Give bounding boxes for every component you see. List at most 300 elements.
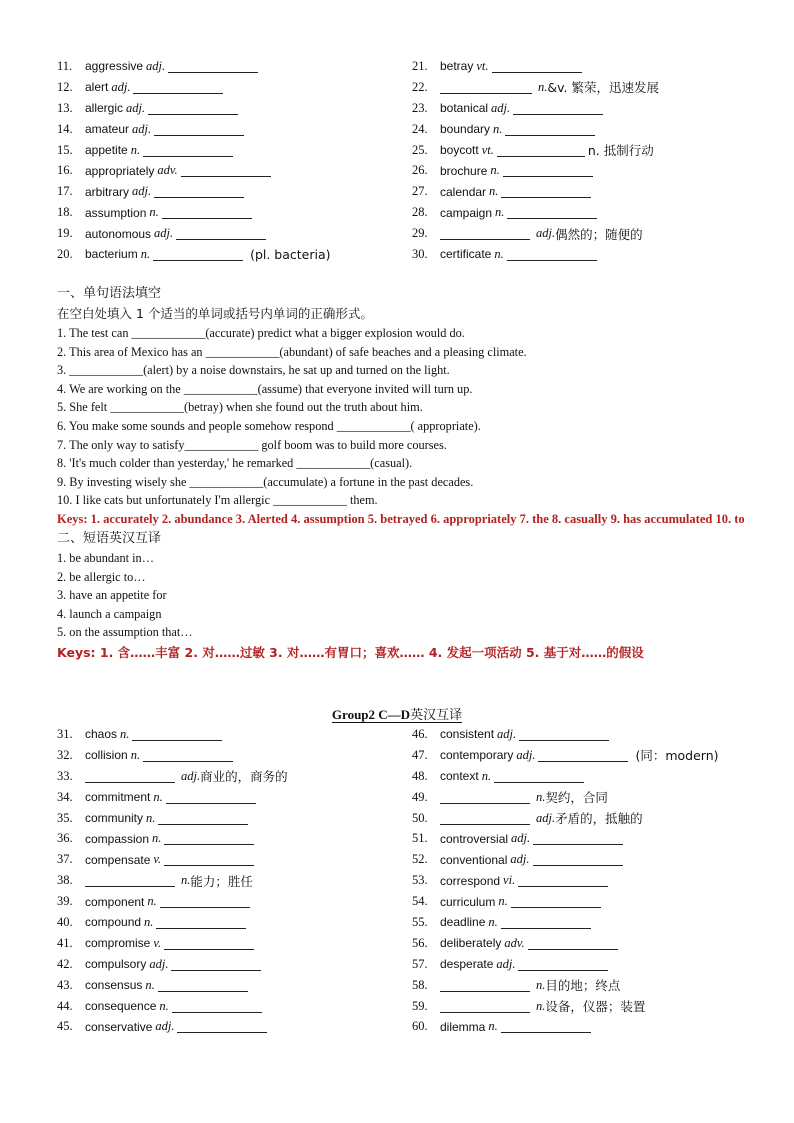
group-heading (0, 704, 794, 723)
vocab-item (412, 873, 767, 888)
answer-blank[interactable] (172, 1000, 262, 1013)
answer-blank[interactable] (440, 227, 530, 240)
vocab-row (57, 202, 777, 223)
answer-keys: Keys: 1. 含……丰富 2. 对……过敏 3. 对……有胃口；喜欢…… 4. 发起一项活动 5. 基于对……的假设 (57, 644, 644, 660)
part-of-speech: adv. (504, 935, 525, 950)
vocab-row (57, 933, 777, 954)
answer-blank[interactable] (158, 812, 248, 825)
vocab-list-top (57, 56, 777, 265)
part-of-speech: n. (145, 977, 155, 992)
vocab-item (412, 205, 767, 220)
part-of-speech: n. (149, 205, 159, 220)
vocab-row (57, 140, 777, 161)
answer-blank[interactable] (154, 123, 244, 136)
vocab-word: commitment (85, 790, 151, 805)
item-number: 37. (57, 852, 73, 867)
item-number: 13. (57, 100, 73, 115)
vocab-word: consensus (85, 978, 143, 993)
phrase-item: 5. on the assumption that… (57, 625, 193, 640)
vocab-word: calendar (440, 184, 487, 199)
phrase-item: 3. have an appetite for (57, 588, 167, 603)
vocab-item (57, 978, 412, 993)
item-number: 46. (412, 726, 428, 741)
part-of-speech: vi. (503, 873, 516, 888)
part-of-speech: adj. (511, 831, 531, 846)
vocab-row (57, 954, 777, 975)
grammar-sentence: 4. We are working on the ____________(assume) that everyone invited will turn up. (57, 381, 473, 396)
part-of-speech: adj. (181, 768, 201, 783)
answer-blank[interactable] (507, 206, 597, 219)
phrase-item: 1. be abundant in… (57, 550, 154, 565)
note: (同：modern) (635, 748, 719, 764)
vocab-row (57, 745, 777, 766)
note: (pl. bacteria) (250, 246, 331, 262)
vocab-word: conservative (85, 1019, 153, 1034)
part-of-speech: adj. (154, 226, 174, 241)
item-number: 26. (412, 163, 428, 178)
part-of-speech: n. (481, 768, 492, 783)
answer-blank[interactable] (160, 895, 250, 908)
vocab-item (57, 872, 412, 890)
vocab-word: alert (85, 80, 109, 95)
chinese-meaning: 商业的，商务的 (200, 769, 288, 785)
section-instruction: 在空白处填入 1 个适当的单词或括号内单词的正确形式。 (57, 306, 373, 321)
answer-blank[interactable] (518, 874, 608, 887)
item-number: 53. (412, 873, 428, 888)
vocab-item (412, 1019, 767, 1034)
answer-blank[interactable] (148, 102, 238, 115)
vocab-row (57, 849, 777, 870)
answer-blank[interactable] (143, 749, 233, 762)
grammar-section (57, 284, 757, 664)
answer-blank[interactable] (519, 728, 609, 741)
item-number: 30. (412, 246, 428, 261)
vocab-list-bottom (57, 724, 777, 1037)
answer-blank[interactable] (533, 853, 623, 866)
section-title: 一、单句语法填空 (57, 286, 162, 301)
vocab-row (57, 766, 777, 787)
item-number: 60. (412, 1019, 428, 1034)
item-number: 41. (57, 935, 73, 950)
vocab-word: context (440, 769, 479, 784)
item-number: 18. (57, 205, 73, 220)
grammar-sentence: 8. 'It's much colder than yesterday,' he remarked ____________(casual). (57, 456, 413, 471)
vocab-word: dilemma (440, 1019, 486, 1034)
part-of-speech: n. (538, 79, 548, 94)
answer-blank[interactable] (440, 812, 530, 825)
chinese-meaning: 设备，仪器；装置 (545, 999, 646, 1015)
part-of-speech: adj. (155, 1019, 175, 1034)
item-number: 54. (412, 894, 428, 909)
part-of-speech: adj. (149, 956, 169, 971)
part-of-speech: n. (494, 246, 504, 261)
part-of-speech: adj. (536, 226, 556, 241)
answer-blank[interactable] (156, 916, 246, 929)
item-number: 44. (57, 998, 73, 1013)
item-number: 27. (412, 184, 428, 199)
vocab-word: controversial (440, 831, 509, 846)
vocab-item (57, 226, 412, 241)
answer-blank[interactable] (501, 185, 591, 198)
vocab-word: amateur (85, 122, 130, 137)
vocab-item (57, 80, 412, 95)
part-of-speech: adj. (496, 956, 516, 971)
vocab-word: compound (85, 915, 142, 930)
part-of-speech: n. (488, 914, 498, 929)
sentence-list (57, 324, 757, 510)
part-of-speech: v. (153, 935, 162, 950)
vocab-row (57, 98, 777, 119)
phrase-item: 4. launch a campaign (57, 606, 162, 621)
item-number: 23. (412, 100, 428, 115)
vocab-word: assumption (85, 205, 147, 220)
item-number: 24. (412, 121, 428, 136)
vocab-word: campaign (440, 205, 493, 220)
item-number: 39. (57, 894, 73, 909)
vocab-item (57, 1019, 412, 1034)
vocab-row (57, 891, 777, 912)
vocab-word: compromise (85, 936, 151, 951)
vocab-item (57, 767, 412, 785)
vocab-row (57, 870, 777, 891)
vocab-item (412, 78, 767, 96)
vocab-item (412, 831, 767, 846)
part-of-speech: n. (146, 810, 156, 825)
item-number: 59. (412, 998, 428, 1013)
answer-blank[interactable] (501, 916, 591, 929)
vocab-word: compulsory (85, 957, 147, 972)
vocab-word: component (85, 894, 145, 909)
part-of-speech: n. (153, 789, 163, 804)
answer-blank[interactable] (497, 144, 585, 157)
vocab-item (57, 811, 412, 826)
vocab-item (57, 205, 412, 220)
part-of-speech: adj. (516, 747, 536, 762)
vocab-row (57, 828, 777, 849)
answer-blank[interactable] (528, 937, 618, 950)
answer-blank[interactable] (518, 958, 608, 971)
vocab-word: consistent (440, 727, 495, 742)
vocab-word: desperate (440, 957, 494, 972)
answer-blank[interactable] (492, 60, 582, 73)
vocab-row (57, 787, 777, 808)
chinese-meaning: n. 抵制行动 (587, 143, 654, 158)
grammar-sentence: 2. This area of Mexico has an ____________(abundant) of safe beaches and a pleasing climate. (57, 344, 527, 359)
grammar-sentence: 3. ____________(alert) by a noise downstairs, he sat up and turned on the light. (57, 363, 450, 378)
vocab-word: community (85, 811, 144, 825)
answer-blank[interactable] (513, 102, 603, 115)
answer-blank[interactable] (168, 60, 258, 73)
vocab-item (57, 999, 412, 1014)
grammar-sentence: 10. I like cats but unfortunately I'm allergic ____________ them. (57, 493, 378, 508)
item-number: 14. (57, 121, 73, 136)
vocab-row (57, 56, 777, 77)
item-number: 43. (57, 977, 73, 992)
vocab-word: deliberately (440, 936, 502, 951)
answer-blank[interactable] (507, 248, 597, 261)
grammar-sentence: 9. By investing wisely she ____________(accumulate) a fortune in the past decades. (57, 474, 474, 489)
vocab-item (57, 727, 412, 742)
part-of-speech: n. (536, 998, 546, 1013)
vocab-item (412, 788, 767, 806)
vocab-item (57, 163, 412, 178)
vocab-word: contemporary (440, 748, 514, 763)
item-number: 34. (57, 789, 73, 804)
vocab-word: correspond (440, 873, 501, 888)
answer-blank[interactable] (166, 791, 256, 804)
grammar-sentence: 1. The test can ____________(accurate) predict what a bigger explosion would do. (57, 326, 465, 340)
item-number: 52. (412, 852, 428, 867)
group-label: Group2 C—D (331, 707, 411, 722)
vocab-item (412, 769, 767, 784)
part-of-speech: adj. (126, 100, 146, 115)
part-of-speech: adj. (146, 58, 166, 73)
vocab-row (57, 975, 777, 996)
group-suffix: 英汉互译 (410, 708, 463, 723)
item-number: 29. (412, 226, 428, 241)
vocab-word: curriculum (440, 894, 496, 909)
vocab-row (57, 160, 777, 181)
grammar-sentence: 5. She felt ____________(betray) when she found out the truth about him. (57, 400, 423, 415)
answer-blank[interactable] (511, 895, 601, 908)
vocab-item (412, 122, 767, 137)
vocab-word: compassion (85, 831, 150, 846)
vocab-item (57, 936, 412, 951)
vocab-item (412, 976, 767, 994)
vocab-word: botanical (440, 101, 489, 116)
part-of-speech: adj. (111, 79, 131, 94)
answer-keys: Keys: 1. accurately 2. abundance 3. Alerted 4. assumption 5. betrayed 6. appropriately 7. the 8. casually 9. has accumulated 10. to (57, 511, 745, 526)
answer-blank[interactable] (132, 728, 222, 741)
vocab-item (57, 748, 412, 763)
answer-blank[interactable] (158, 979, 248, 992)
vocab-item (412, 101, 767, 116)
vocab-row (57, 244, 777, 265)
part-of-speech: n. (498, 894, 508, 909)
answer-blank[interactable] (153, 248, 243, 261)
part-of-speech: adj. (510, 852, 530, 867)
item-number: 58. (412, 977, 428, 992)
part-of-speech: n. (489, 184, 499, 199)
vocab-row (57, 912, 777, 933)
vocab-item (57, 957, 412, 972)
vocab-item (412, 746, 767, 764)
vocab-word: collision (85, 748, 128, 763)
chinese-meaning: 偶然的；随便的 (555, 226, 643, 242)
item-number: 51. (412, 831, 428, 846)
item-number: 38. (57, 873, 73, 888)
part-of-speech: n. (120, 726, 130, 741)
part-of-speech: vt. (481, 142, 494, 157)
vocab-word: appropriately (85, 163, 155, 178)
grammar-sentence: 7. The only way to satisfy____________ golf boom was to build more courses. (57, 437, 447, 452)
part-of-speech: n. (536, 977, 546, 992)
section-title: 二、短语英汉互译 (57, 530, 162, 546)
vocab-item (412, 727, 767, 742)
item-number: 25. (412, 142, 428, 157)
part-of-speech: v. (153, 852, 162, 867)
part-of-speech: n. (493, 121, 503, 136)
part-of-speech: adj. (132, 184, 152, 199)
answer-blank[interactable] (503, 164, 593, 177)
item-number: 21. (412, 58, 428, 73)
item-number: 40. (57, 914, 73, 929)
answer-blank[interactable] (494, 770, 584, 783)
vocab-row (57, 223, 777, 244)
answer-blank[interactable] (164, 853, 254, 866)
item-number: 36. (57, 831, 73, 846)
vocab-item (412, 247, 767, 262)
vocab-row (57, 119, 777, 140)
item-number: 50. (412, 810, 428, 825)
vocab-row (57, 77, 777, 98)
vocab-item (412, 852, 767, 867)
answer-blank[interactable] (440, 791, 530, 804)
vocab-word: appetite (85, 143, 128, 157)
vocab-item (57, 790, 412, 805)
vocab-item (412, 936, 767, 951)
vocab-item (57, 915, 412, 930)
answer-blank[interactable] (164, 832, 254, 845)
chinese-meaning: 契约，合同 (545, 790, 608, 806)
vocab-row (57, 724, 777, 745)
phrase-list (57, 549, 757, 642)
answer-blank[interactable] (177, 1020, 267, 1033)
part-of-speech: n. (144, 914, 154, 929)
chinese-meaning: 矛盾的，抵触的 (555, 811, 643, 826)
answer-blank[interactable] (501, 1020, 591, 1033)
item-number: 32. (57, 747, 73, 762)
part-of-speech: n. (536, 789, 546, 804)
vocab-word: autonomous (85, 226, 152, 241)
vocab-item (57, 122, 412, 137)
item-number: 12. (57, 79, 73, 94)
vocab-word: deadline (440, 915, 486, 930)
item-number: 31. (57, 726, 73, 741)
part-of-speech: n. (490, 163, 500, 178)
vocab-item (57, 101, 412, 116)
answer-blank[interactable] (154, 185, 244, 198)
answer-blank[interactable] (143, 144, 233, 157)
vocab-item (412, 915, 767, 930)
item-number: 45. (57, 1019, 73, 1034)
vocab-word: conventional (440, 852, 508, 867)
part-of-speech: adj. (497, 726, 517, 741)
item-number: 56. (412, 935, 428, 950)
phrase-item: 2. be allergic to… (57, 569, 146, 584)
part-of-speech: adj. (132, 121, 152, 136)
vocab-item (57, 247, 412, 262)
vocab-word: boycott (440, 143, 479, 157)
part-of-speech: n. (152, 831, 162, 846)
vocab-item (412, 225, 767, 243)
vocab-word: consequence (85, 999, 157, 1014)
vocab-item (412, 997, 767, 1015)
item-number: 22. (412, 79, 428, 94)
part-of-speech: adj. (491, 100, 511, 115)
vocab-row (57, 808, 777, 829)
vocab-item (412, 957, 767, 972)
item-number: 20. (57, 246, 73, 261)
vocab-item (412, 809, 767, 827)
chinese-meaning: 目的地；终点 (545, 978, 621, 994)
vocab-item (57, 852, 412, 867)
vocab-item (412, 894, 767, 909)
part-of-speech: n. (147, 894, 157, 909)
answer-blank[interactable] (85, 874, 175, 887)
vocab-item (57, 143, 412, 158)
answer-blank[interactable] (133, 81, 223, 94)
answer-blank[interactable] (505, 123, 595, 136)
vocab-item (412, 184, 767, 199)
chinese-meaning: &v. 繁荣，迅速发展 (547, 80, 659, 96)
vocab-item (57, 894, 412, 909)
item-number: 19. (57, 226, 73, 241)
vocab-row (57, 181, 777, 202)
item-number: 47. (412, 747, 428, 762)
part-of-speech: n. (488, 1019, 498, 1034)
vocab-item (57, 59, 412, 74)
vocab-word: certificate (440, 247, 492, 262)
vocab-item (412, 141, 767, 159)
vocab-item (57, 184, 412, 199)
answer-blank[interactable] (538, 749, 628, 762)
answer-blank[interactable] (164, 937, 254, 950)
answer-blank[interactable] (176, 227, 266, 240)
answer-blank[interactable] (533, 832, 623, 845)
item-number: 55. (412, 914, 428, 929)
vocab-row (57, 996, 777, 1017)
item-number: 15. (57, 142, 73, 157)
item-number: 49. (412, 789, 428, 804)
answer-blank[interactable] (440, 979, 530, 992)
part-of-speech: n. (159, 998, 169, 1013)
part-of-speech: n. (140, 246, 151, 261)
chinese-meaning: 能力；胜任 (190, 873, 253, 889)
answer-blank[interactable] (440, 81, 532, 94)
answer-blank[interactable] (171, 958, 261, 971)
answer-blank[interactable] (440, 1000, 530, 1013)
item-number: 57. (412, 956, 428, 971)
part-of-speech: n. (495, 205, 505, 220)
part-of-speech: n. (130, 747, 141, 762)
item-number: 17. (57, 184, 73, 199)
part-of-speech: adj. (536, 810, 556, 825)
vocab-word: brochure (440, 163, 488, 178)
vocab-word: bacterium (85, 247, 138, 262)
answer-blank[interactable] (181, 164, 271, 177)
part-of-speech: n. (181, 873, 191, 888)
item-number: 28. (412, 205, 428, 220)
vocab-item (412, 59, 767, 74)
item-number: 11. (57, 58, 73, 73)
item-number: 48. (412, 768, 428, 783)
item-number: 42. (57, 956, 73, 971)
part-of-speech: adv. (157, 163, 178, 178)
vocab-word: allergic (85, 101, 124, 116)
vocab-item (412, 163, 767, 178)
part-of-speech: n. (130, 142, 141, 157)
vocab-row (57, 1016, 777, 1037)
vocab-word: arbitrary (85, 184, 130, 199)
item-number: 33. (57, 768, 73, 783)
item-number: 16. (57, 163, 73, 178)
part-of-speech: vt. (476, 58, 489, 73)
answer-blank[interactable] (162, 206, 252, 219)
vocab-word: aggressive (85, 59, 144, 74)
vocab-word: compensate (85, 852, 151, 867)
answer-blank[interactable] (85, 770, 175, 783)
